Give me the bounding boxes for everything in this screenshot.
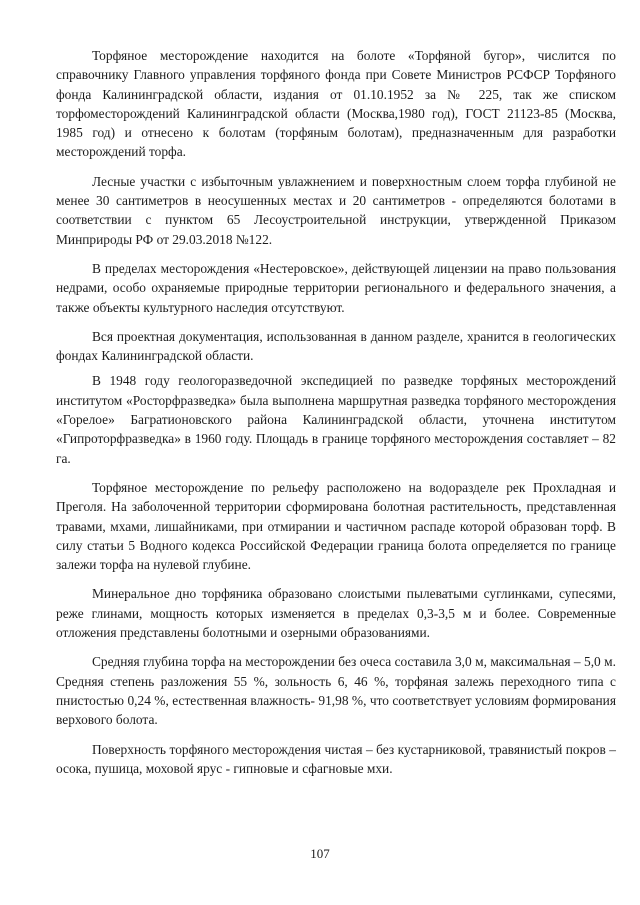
paragraph-exploration-history: В 1948 году геологоразведочной экспедицией по разведке торфяных месторождений институтом «Росторфразведка» была выполнена маршрутная разведка торфяного месторождения «Горелое» Багратионовского района Калининградской области, уточнена институтом «Гипроторфразведка» в 1960 году. Площадь в границе торфяного месторождения составляет – 82 га. [56, 373, 616, 466]
paragraph-surface-vegetation: Поверхность торфяного месторождения чистая – без кустарниковой, травянистый покров – осока, пушица, моховой ярус - гипновые и сфагновые мхи. [56, 741, 616, 776]
paragraph-documentation-storage: Вся проектная документация, использованная в данном разделе, хранится в геологических фондах Калининградской области. [56, 328, 616, 364]
document-body [56, 46, 616, 788]
paragraph-mineral-bottom: Минеральное дно торфяника образовано слоистыми пылеватыми суглинками, супесями, реже глинами, мощность которых изменяется в пределах 0,3-3,5 м и более. Современные отложения представлены болотными и озерными образованиями. [56, 586, 616, 641]
paragraph-peat-deposit-registry: Торфяное месторождение находится на болоте «Торфяной бугор», числится по справочнику Главного управления торфяного фонда при Совете Министров РСФСР Торфяного фонда Калининградской области, издания от 01.10.1952 за № 225, так же списком торфоместорождений Калининградской области (Москва,1980 год), ГОСТ 21123-85 (Москва, 1985 год) и отнесено к болотам (торфяным болотам), предназначенным для разработки месторождений торфа. [56, 48, 616, 160]
paragraph-forest-wetlands: Лесные участки с избыточным увлажнением и поверхностным слоем торфа глубиной не менее 30 сантиметров в неосушенных местах и 20 сантиметров - определяются болотами в соответствии с пунктом 65 Лесоустроительной инструкции, утвержденной Приказом Минприроды РФ от 29.03.2018 №122. [56, 173, 616, 247]
page-number: 107 [310, 846, 330, 861]
paragraph-peat-characteristics: Средняя глубина торфа на месторождении без очеса составила 3,0 м, максимальная – 5,0 м. Средняя степень разложения 55 %, зольность 6, 46 %, торфяная залежь переходного типа с пнистостью 0,24 %, естественная влажность- 91,98 %, что соответствует условиям формирования верхового болота. [56, 654, 616, 728]
paragraph-license-area: В пределах месторождения «Нестеровское», действующей лицензии на право пользования недрами, особо охраняемые природные территории регионального и федерального значения, а также объекты культурного наследия отсутствуют. [56, 260, 616, 315]
paragraph-relief: Торфяное месторождение по рельефу расположено на водоразделе рек Прохладная и Преголя. На заболоченной территории сформирована болотная растительность, представленная травами, мхами, лишайниками, при отмирании и частичном распаде которой образован торф. В силу статьи 5 Водного кодекса Российской Федерации граница болота определяется по границе залежи торфа на нулевой глубине. [56, 479, 616, 573]
